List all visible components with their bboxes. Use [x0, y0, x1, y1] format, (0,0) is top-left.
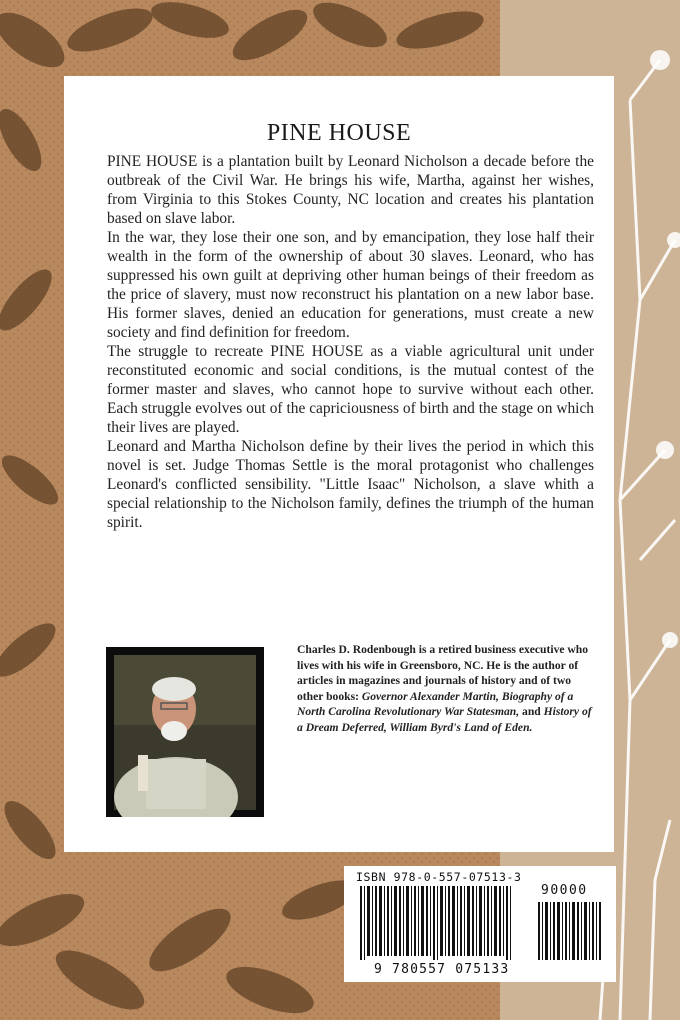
bio-book-2: History of a Dream Deferred, William Byrd's Land of Eden.: [297, 705, 592, 734]
isbn-text: ISBN 978-0-557-07513-3: [356, 870, 522, 884]
bio-and: and: [519, 705, 544, 719]
bio-intro: Charles D. Rodenbough is a retired business executive who lives with his wife in Greensboro, NC. He is the author of articles in magazines and journals of history and of two other books:: [297, 643, 589, 703]
back-cover-panel: [64, 76, 614, 852]
isbn-barcode-box: [344, 866, 616, 982]
synopsis-paragraph: The struggle to recreate PINE HOUSE as a viable agricultural unit under reconstituted economic and social conditions, is the mutual contest of the former master and slaves, who cannot hope to survive without each other. Each struggle evolves out of the capriciousness of birth and the stage on which their lives are played.: [107, 343, 594, 436]
price-code: 90000: [541, 883, 588, 898]
synopsis: [107, 152, 594, 532]
synopsis-paragraph: In the war, they lose their one son, and by emancipation, they lose half their wealth in the form of the ownership of about 30 slaves. Leonard, who has suppressed his own guilt at depriving other human beings of their freedom as the price of slavery, must now reconstruct his plantation on a new labor base. His former slaves, denied an education for generations, must create a new society and find definition for freedom.: [107, 229, 594, 341]
synopsis-paragraph: PINE HOUSE is a plantation built by Leonard Nicholson a decade before the outbreak of the Civil War. He brings his wife, Martha, against her wishes, from Virginia to this Stokes County, NC location and creates his plantation based on slave labor.: [107, 153, 594, 227]
barcode-digits: 9 780557 075133: [374, 962, 510, 977]
author-bio: [297, 642, 597, 736]
bio-book-1: Governor Alexander Martin, Biography of a North Carolina Revolutionary War Statesman,: [297, 689, 574, 719]
book-title: PINE HOUSE: [266, 120, 412, 146]
author-photo: [106, 647, 264, 817]
synopsis-paragraph: Leonard and Martha Nicholson define by their lives the period in which this novel is set. Judge Thomas Settle is the moral protagonist who challenges Leonard's conflicted sensibility. "Little Isaac" Nicholson, a slave whith a special relationship to the Nicholson family, defines the triumph of the human spirit.: [107, 438, 594, 531]
